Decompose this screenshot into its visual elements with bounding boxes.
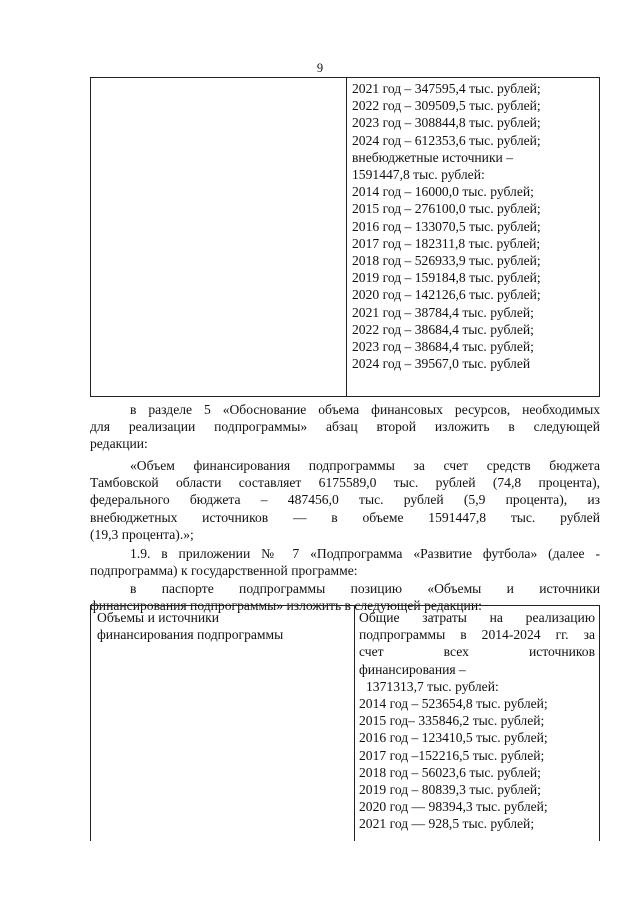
text-line: (19,3 процента).»; xyxy=(90,526,194,542)
text-line: Тамбовской области составляет 6175589,0 тыс. рублей (74,8 процента), xyxy=(90,475,600,491)
funding-line: 2018 год – 56023,6 тыс. рублей; xyxy=(359,764,541,780)
paragraph-item-1-9 xyxy=(90,545,600,579)
funding-head-line: подпрограммы в 2014-2024 гг. за xyxy=(359,627,595,643)
text-line: редакции: xyxy=(90,436,148,452)
text-line: в разделе 5 «Обоснование объема финансовых ресурсов, необходимых xyxy=(130,402,600,417)
funding-line: 2015 год – 276100,0 тыс. рублей; xyxy=(352,201,541,217)
funding-line: 2018 год – 526933,9 тыс. рублей; xyxy=(352,253,541,269)
text-line: для реализации подпрограммы» абзац второй изложить в следующей xyxy=(90,419,600,435)
funding-line: 2017 год – 182311,8 тыс. рублей; xyxy=(352,235,541,251)
funding-line: 2023 год – 38684,4 тыс. рублей; xyxy=(352,339,534,355)
funding-line: 2019 год – 80839,3 тыс. рублей; xyxy=(359,782,541,798)
text-line: «Объем финансирования подпрограммы за счет средств бюджета xyxy=(130,458,600,473)
funding-line: 1371313,7 тыс. рублей: xyxy=(366,678,499,694)
funding-head-line: счет всех источников xyxy=(359,644,595,660)
funding-values-cell xyxy=(347,78,600,397)
text-line: в паспорте подпрограммы позицию «Объемы и источники xyxy=(130,581,600,596)
football-funding-table xyxy=(90,605,600,841)
funding-line: 2019 год – 159184,8 тыс. рублей; xyxy=(352,270,541,286)
funding-line: 2016 год – 133070,5 тыс. рублей; xyxy=(352,218,541,234)
funding-line: 1591447,8 тыс. рублей: xyxy=(352,167,485,183)
funding-line: 2021 год – 38784,4 тыс. рублей; xyxy=(352,304,534,320)
funding-line: 2015 год– 335846,2 тыс. рублей; xyxy=(359,713,545,729)
text-line: 1.9. в приложении № 7 «Подпрограмма «Развитие футбола» (далее - xyxy=(130,546,600,561)
funding-line: 2024 год – 39567,0 тыс. рублей xyxy=(352,356,531,372)
funding-line: внебюджетные источники – xyxy=(352,149,514,165)
table-cell-empty xyxy=(91,78,347,397)
funding-table-continued xyxy=(90,77,600,397)
table-cell-label xyxy=(91,606,355,842)
funding-line: 2023 год – 308844,8 тыс. рублей; xyxy=(352,115,541,131)
funding-head-line: Общие затраты на реализацию xyxy=(359,610,595,625)
funding-line: 2016 год – 123410,5 тыс. рублей; xyxy=(359,730,548,746)
funding-line: 2020 год — 98394,3 тыс. рублей; xyxy=(359,799,548,815)
funding-line: 2014 год – 16000,0 тыс. рублей; xyxy=(352,184,534,200)
text-line: федерального бюджета – 487456,0 тыс. рублей (5,9 процента), из xyxy=(90,492,600,508)
page-number: 9 xyxy=(316,61,324,75)
text-line: финансирования подпрограммы» изложить в следующей редакции: xyxy=(90,598,482,614)
funding-values-cell xyxy=(355,606,600,842)
funding-line: 2020 год – 142126,6 тыс. рублей; xyxy=(352,287,541,303)
table-row xyxy=(91,78,600,397)
funding-line: 2021 год – 347595,4 тыс. рублей; xyxy=(352,81,541,96)
funding-line: 2022 год – 38684,4 тыс. рублей; xyxy=(352,321,534,337)
cell-label-line: Объемы и источники xyxy=(97,610,220,625)
funding-line: 2024 год – 612353,6 тыс. рублей; xyxy=(352,132,541,148)
funding-line: 2022 год – 309509,5 тыс. рублей; xyxy=(352,98,541,114)
text-line: подпрограмма) к государственной программе: xyxy=(90,563,358,579)
paragraph-section5 xyxy=(90,401,600,453)
funding-line: 2021 год — 928,5 тыс. рублей; xyxy=(359,816,535,832)
funding-line: 2017 год –152216,5 тыс. рублей; xyxy=(359,747,545,763)
funding-head-line: финансирования – xyxy=(359,661,466,677)
text-line: внебюджетных источников — в объеме 1591447,8 тыс. рублей xyxy=(90,509,600,525)
funding-line: 2014 год – 523654,8 тыс. рублей; xyxy=(359,696,548,712)
table-row xyxy=(91,606,600,842)
paragraph-funding-quote xyxy=(90,457,600,543)
cell-label-line: финансирования подпрограммы xyxy=(97,627,284,643)
